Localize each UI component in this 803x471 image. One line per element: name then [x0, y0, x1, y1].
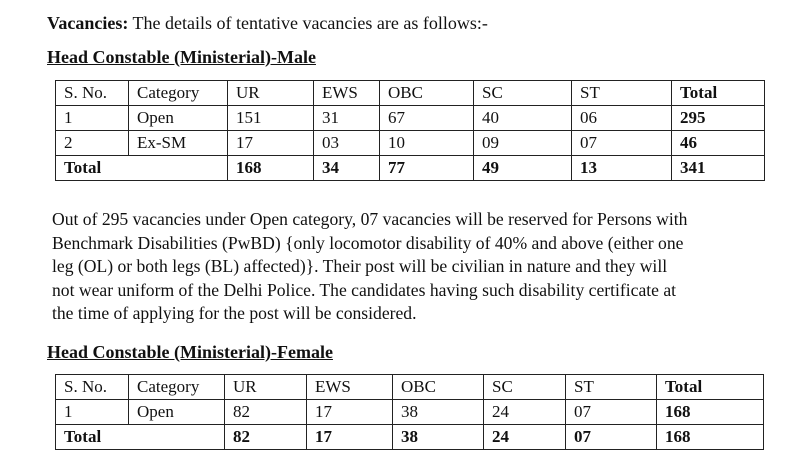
table-cell: [129, 425, 225, 450]
table-cell: Open: [129, 106, 228, 131]
table-cell: 17: [307, 400, 393, 425]
table-cell: 10: [380, 131, 474, 156]
male-table-heading: Head Constable (Ministerial)-Male: [47, 47, 316, 67]
header-cell: S. No.: [56, 375, 129, 400]
total-label-cell: Total: [56, 156, 129, 181]
table-cell: 24: [484, 425, 566, 450]
table-cell: 82: [225, 400, 307, 425]
table-cell: 168: [657, 400, 764, 425]
table-cell: 38: [393, 400, 484, 425]
table-total-row: [56, 425, 764, 450]
header-cell: Category: [129, 81, 228, 106]
header-cell: UR: [225, 375, 307, 400]
table-cell: 77: [380, 156, 474, 181]
table-total-row: [56, 156, 765, 181]
note-line: leg (OL) or both legs (BL) affected)}. Their post will be civilian in nature and they will: [52, 256, 668, 276]
table-cell: 34: [314, 156, 380, 181]
vacancies-intro-text: The details of tentative vacancies are as follows:-: [128, 13, 488, 33]
header-cell: ST: [572, 81, 672, 106]
table-cell: 03: [314, 131, 380, 156]
header-cell: SC: [474, 81, 572, 106]
table-cell: 07: [566, 400, 657, 425]
table-cell: 168: [657, 425, 764, 450]
table-cell: 82: [225, 425, 307, 450]
table-cell: 07: [572, 131, 672, 156]
table-cell: 46: [672, 131, 765, 156]
table-row: [56, 106, 765, 131]
female-table-heading: Head Constable (Ministerial)-Female: [47, 342, 333, 362]
header-cell: Total: [657, 375, 764, 400]
table-row: [56, 400, 764, 425]
table-cell: 07: [566, 425, 657, 450]
table-cell: 40: [474, 106, 572, 131]
table-cell: 38: [393, 425, 484, 450]
table-cell: 1: [56, 106, 129, 131]
pwbd-note-paragraph: [52, 208, 752, 326]
table-cell: Open: [129, 400, 225, 425]
table-cell: 341: [672, 156, 765, 181]
table-cell: 17: [228, 131, 314, 156]
table-cell: 24: [484, 400, 566, 425]
header-cell: ST: [566, 375, 657, 400]
header-cell: OBC: [380, 81, 474, 106]
total-label-cell: Total: [56, 425, 129, 450]
vacancies-intro: [47, 13, 488, 34]
table-cell: 67: [380, 106, 474, 131]
vacancies-label: Vacancies:: [47, 13, 129, 33]
table-row: [56, 131, 765, 156]
header-cell: S. No.: [56, 81, 129, 106]
table-cell: 151: [228, 106, 314, 131]
header-cell: Category: [129, 375, 225, 400]
table-cell: 13: [572, 156, 672, 181]
table-cell: 1: [56, 400, 129, 425]
header-cell: EWS: [307, 375, 393, 400]
table-cell: 168: [228, 156, 314, 181]
table-cell: 295: [672, 106, 765, 131]
table-header-row: [56, 81, 765, 106]
header-cell: Total: [672, 81, 765, 106]
table-cell: 06: [572, 106, 672, 131]
header-cell: SC: [484, 375, 566, 400]
note-line: the time of applying for the post will be considered.: [52, 303, 417, 323]
header-cell: UR: [228, 81, 314, 106]
female-vacancy-table: [55, 374, 764, 450]
table-cell: [129, 156, 228, 181]
note-line: Benchmark Disabilities (PwBD) {only locomotor disability of 40% and above (either one: [52, 232, 684, 253]
table-cell: 2: [56, 131, 129, 156]
note-line: Out of 295 vacancies under Open category, 07 vacancies will be reserved for Persons with: [52, 209, 688, 229]
table-cell: 31: [314, 106, 380, 131]
table-cell: Ex-SM: [129, 131, 228, 156]
table-cell: 49: [474, 156, 572, 181]
male-vacancy-table: [55, 80, 765, 181]
table-cell: 17: [307, 425, 393, 450]
table-header-row: [56, 375, 764, 400]
table-cell: 09: [474, 131, 572, 156]
note-line: not wear uniform of the Delhi Police. The candidates having such disability certificate at: [52, 279, 677, 300]
header-cell: OBC: [393, 375, 484, 400]
header-cell: EWS: [314, 81, 380, 106]
